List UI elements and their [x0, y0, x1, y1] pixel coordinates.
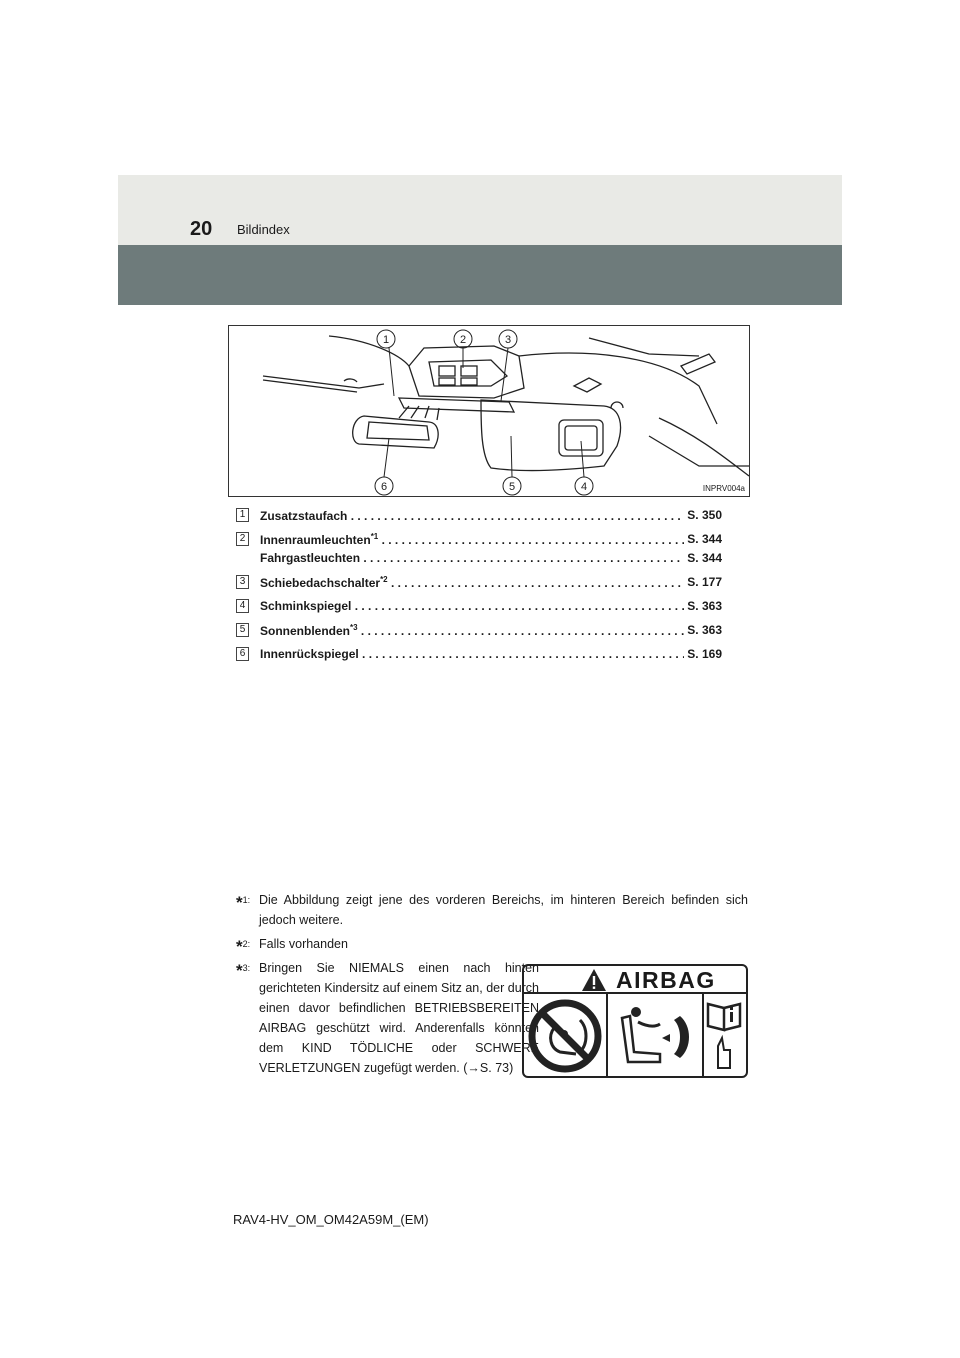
item-label: Schiebedachschalter: [260, 576, 381, 590]
item-number-badge: 4: [236, 599, 249, 613]
header-bar: [118, 245, 842, 305]
item-label: Innenraumleuchten: [260, 533, 371, 547]
footnote-text: Die Abbildung zeigt jene des vorderen Bereichs, im hinteren Bereich befinden sich jedoch weitere.: [259, 893, 748, 927]
item-number-badge: 3: [236, 575, 249, 589]
item-label: Sonnenblenden: [260, 624, 350, 638]
page-number: 20: [190, 218, 213, 240]
item-number-badge: 1: [236, 508, 249, 522]
page-reference: S. 363: [684, 623, 722, 637]
callout-2: 2: [459, 334, 467, 346]
page-reference: S. 344: [684, 551, 722, 565]
callout-3: 3: [504, 334, 512, 346]
list-item: [236, 551, 722, 575]
overhead-console-drawing: [229, 326, 750, 497]
page-reference: S. 169: [684, 647, 722, 661]
airbag-deployment-icon: [608, 994, 702, 1078]
item-number-badge: 6: [236, 647, 249, 661]
airbag-title: AIRBAG: [616, 967, 716, 993]
list-item: [236, 623, 722, 647]
figure-code: INPRV004a: [702, 484, 745, 493]
item-label: Fahrgastleuchten: [260, 551, 361, 565]
page-reference: S. 363: [684, 599, 722, 613]
list-item: [236, 575, 722, 599]
item-label: Zusatzstaufach: [260, 509, 348, 523]
document-code: RAV4-HV_OM_OM42A59M_(EM): [233, 1212, 429, 1227]
header-band: [118, 175, 842, 245]
callout-4: 4: [580, 481, 588, 493]
footnote-2: *$^{2:}$ Falls vorhanden: [236, 934, 748, 954]
item-label: Innenrückspiegel: [260, 647, 359, 661]
page-reference: S. 177: [684, 575, 722, 589]
list-item: [236, 508, 722, 532]
page-reference: S. 350: [684, 508, 722, 522]
airbag-warning-label: [522, 964, 748, 1078]
footnote-marker: *2: [380, 575, 388, 584]
footnote-text: Falls vorhanden: [259, 937, 348, 951]
item-number-badge: 2: [236, 532, 249, 546]
footnote-marker: *3: [350, 623, 358, 632]
warning-triangle-icon: [581, 968, 607, 992]
footnote-text: Bringen Sie NIEMALS einen nach hinten gerichteten Kindersitz auf einem Sitz an, der durch einen davor befindlichen BETRIEBSBEREITEN AIRBAG geschützt wird. Anderenfalls könnten dem KIND TÖDLICHE oder SCHWERE VERLETZUNGEN zugefügt werden. (→S. 73): [259, 961, 540, 1075]
item-list: [236, 508, 722, 671]
item-label: Schminkspiegel: [260, 599, 352, 613]
list-item: [236, 532, 722, 551]
section-title: Bildindex: [237, 222, 290, 237]
no-rear-facing-child-seat-icon: [524, 994, 606, 1078]
callout-6: 6: [380, 481, 388, 493]
interior-illustration: [228, 325, 750, 497]
item-number-badge: 5: [236, 623, 249, 637]
callout-1: 1: [382, 334, 390, 346]
page-reference: S. 344: [684, 532, 722, 546]
footnote-marker: *1: [370, 532, 379, 541]
list-item: [236, 647, 722, 671]
footnote-1: *$^{1:}$ Die Abbildung zeigt jene des vorderen Bereichs, im hinteren Bereich befinden sich jedoch weitere.: [236, 890, 748, 930]
footnote-3: *$^{3:}$ Bringen Sie NIEMALS einen nach hinten gerichteten Kindersitz auf einem Sitz an, der durch einen davor befindlichen BETRIEBSBEREITEN AIRBAG geschützt wird. Anderenfalls könnten dem KIND TÖDLICHE oder SCHWERE VERLETZUNGEN zugefügt werden. (→S. 73): [236, 958, 748, 1078]
callout-5: 5: [508, 481, 516, 493]
list-item: [236, 599, 722, 623]
read-manual-icon: [704, 994, 746, 1078]
